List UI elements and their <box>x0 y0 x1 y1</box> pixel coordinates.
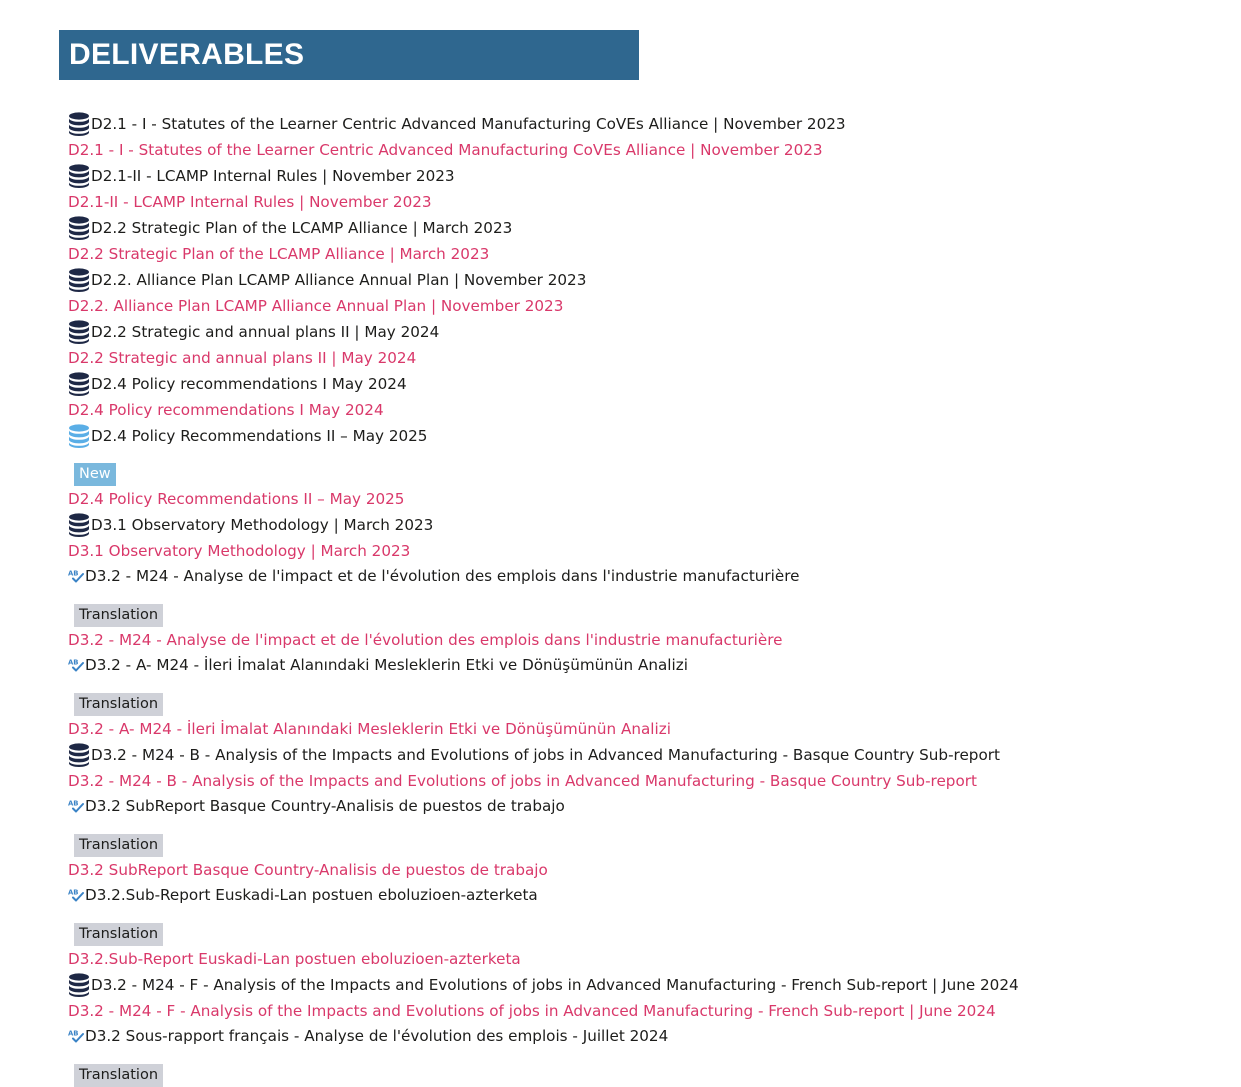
deliverable-title: D2.4 Policy Recommendations II – May 2025 <box>91 427 428 445</box>
deliverable-title: D3.2 - M24 - Analyse de l'impact et de l'évolution des emplois dans l'industrie manufacturière <box>85 567 800 585</box>
deliverable-title-row <box>68 566 799 586</box>
database-icon <box>68 164 90 188</box>
deliverable-link[interactable]: D3.2 - M24 - B - Analysis of the Impacts and Evolutions of jobs in Advanced Manufacturing - Basque Country Sub-report <box>68 772 977 790</box>
deliverable-title: D3.2 SubReport Basque Country-Analisis de puestos de trabajo <box>85 797 565 815</box>
deliverable-title-row <box>68 1026 668 1046</box>
database-icon <box>68 513 90 537</box>
deliverable-link[interactable]: D2.1 - I - Statutes of the Learner Centric Advanced Manufacturing CoVEs Alliance | November 2023 <box>68 141 823 159</box>
deliverable-title-row <box>68 320 439 344</box>
deliverable-link[interactable]: D2.4 Policy Recommendations II – May 2025 <box>68 490 405 508</box>
deliverable-link[interactable]: D3.2 SubReport Basque Country-Analisis de puestos de trabajo <box>68 861 548 879</box>
deliverable-title: D2.2 Strategic and annual plans II | May 2024 <box>91 323 440 341</box>
deliverable-title: D3.1 Observatory Methodology | March 2023 <box>91 516 434 534</box>
database-icon <box>68 320 90 344</box>
deliverable-title: D2.4 Policy recommendations I May 2024 <box>91 375 407 393</box>
deliverable-title-row <box>68 372 407 396</box>
deliverable-link[interactable]: D3.2.Sub-Report Euskadi-Lan postuen eboluzioen-azterketa <box>68 950 521 968</box>
new-badge: New <box>74 463 116 486</box>
deliverable-title: D3.2 - A- M24 - İleri İmalat Alanındaki Mesleklerin Etki ve Dönüşümünün Analizi <box>85 656 688 674</box>
deliverable-link[interactable]: D2.2 Strategic Plan of the LCAMP Alliance | March 2023 <box>68 245 490 263</box>
deliverable-title: D2.1-II - LCAMP Internal Rules | November 2023 <box>91 167 455 185</box>
svg-text:AB: AB <box>68 569 79 578</box>
translation-icon <box>68 569 84 583</box>
deliverable-title-row <box>68 216 512 240</box>
svg-text:AB: AB <box>68 1029 79 1038</box>
translation-badge: Translation <box>74 693 163 716</box>
deliverable-title-row <box>68 796 565 816</box>
deliverable-title: D2.2 Strategic Plan of the LCAMP Alliance | March 2023 <box>91 219 513 237</box>
database-icon <box>68 424 90 448</box>
deliverable-title-row <box>68 885 538 905</box>
translation-badge: Translation <box>74 923 163 946</box>
deliverable-title: D3.2 Sous-rapport français - Analyse de l'évolution des emplois - Juillet 2024 <box>85 1027 669 1045</box>
deliverable-link[interactable]: D2.4 Policy recommendations I May 2024 <box>68 401 384 419</box>
deliverable-title-row <box>68 424 427 448</box>
svg-text:AB: AB <box>68 658 79 667</box>
translation-icon <box>68 888 84 902</box>
deliverable-title-row <box>68 655 688 675</box>
deliverable-title: D3.2 - M24 - B - Analysis of the Impacts and Evolutions of jobs in Advanced Manufacturing - Basque Country Sub-report <box>91 746 1000 764</box>
deliverable-link[interactable]: D2.2 Strategic and annual plans II | May 2024 <box>68 349 417 367</box>
database-icon <box>68 112 90 136</box>
database-icon <box>68 743 90 767</box>
deliverable-link[interactable]: D3.2 - M24 - F - Analysis of the Impacts and Evolutions of jobs in Advanced Manufacturing - French Sub-report | June 2024 <box>68 1002 996 1020</box>
translation-icon <box>68 658 84 672</box>
database-icon <box>68 268 90 292</box>
deliverable-title-row <box>68 268 586 292</box>
deliverable-title: D2.2. Alliance Plan LCAMP Alliance Annual Plan | November 2023 <box>91 271 587 289</box>
deliverable-title-row <box>68 513 433 537</box>
deliverable-title: D3.2 - M24 - F - Analysis of the Impacts and Evolutions of jobs in Advanced Manufacturing - French Sub-report | June 2024 <box>91 976 1019 994</box>
deliverable-title-row <box>68 973 1019 997</box>
deliverable-link[interactable]: D2.1-II - LCAMP Internal Rules | November 2023 <box>68 193 432 211</box>
deliverable-link[interactable]: D2.2. Alliance Plan LCAMP Alliance Annual Plan | November 2023 <box>68 297 564 315</box>
page-title: DELIVERABLES <box>69 38 305 71</box>
database-icon <box>68 973 90 997</box>
translation-icon <box>68 799 84 813</box>
translation-badge: Translation <box>74 834 163 857</box>
deliverable-title-row <box>68 164 455 188</box>
database-icon <box>68 372 90 396</box>
deliverable-link[interactable]: D3.1 Observatory Methodology | March 2023 <box>68 542 411 560</box>
translation-badge: Translation <box>74 604 163 627</box>
deliverable-title-row <box>68 743 1000 767</box>
deliverable-link[interactable]: D3.2 - A- M24 - İleri İmalat Alanındaki Mesleklerin Etki ve Dönüşümünün Analizi <box>68 720 671 738</box>
translation-badge: Translation <box>74 1064 163 1087</box>
database-icon <box>68 216 90 240</box>
deliverable-title: D2.1 - I - Statutes of the Learner Centric Advanced Manufacturing CoVEs Alliance | November 2023 <box>91 115 846 133</box>
deliverable-title-row <box>68 112 846 136</box>
deliverable-title: D3.2.Sub-Report Euskadi-Lan postuen eboluzioen-azterketa <box>85 886 538 904</box>
svg-text:AB: AB <box>68 799 79 808</box>
svg-text:AB: AB <box>68 888 79 897</box>
deliverable-link[interactable]: D3.2 - M24 - Analyse de l'impact et de l'évolution des emplois dans l'industrie manufacturière <box>68 631 783 649</box>
translation-icon <box>68 1029 84 1043</box>
